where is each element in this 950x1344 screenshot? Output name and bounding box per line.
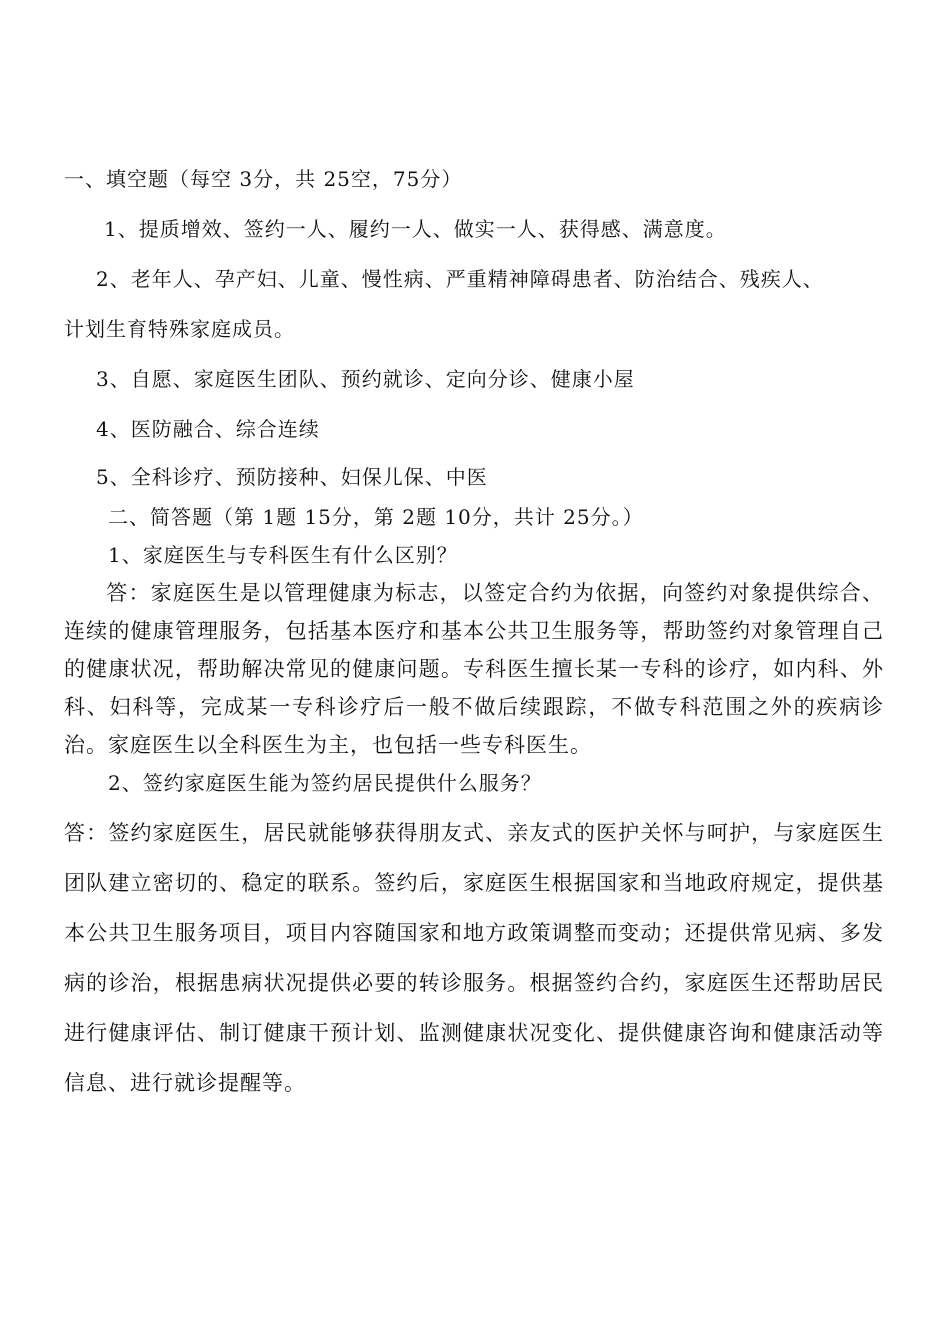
answer-1 [64,574,884,764]
fill-blank-answer-2-continued: 计划生育特殊家庭成员。 [64,317,295,341]
fill-blank-answer-3: 3、自愿、家庭医生团队、预约就诊、定向分诊、健康小屋 [96,367,635,391]
fill-blank-answer-1: 1、提质增效、签约一人、履约一人、做实一人、获得感、满意度。 [104,217,727,241]
fill-blank-answer-4: 4、医防融合、综合连续 [96,417,320,441]
question-2: 2、签约家庭医生能为签约居民提供什么服务？ [108,771,542,795]
question-1: 1、家庭医生与专科医生有什么区别？ [108,543,458,567]
fill-blank-answer-5: 5、全科诊疗、预防接种、妇保儿保、中医 [96,465,488,489]
fill-blank-answer-2: 2、老年人、孕产妇、儿童、慢性病、严重精神障碍患者、防治结合、残疾人、 [96,267,824,291]
answer-1-text: 答：家庭医生是以管理健康为标志，以签定合约为依据，向签约对象提供综合、连续的健康管理服务，包括基本医疗和基本公共卫生服务等，帮助签约对象管理自己的健康状况，帮助解决常见的健康问题。专科医生擅长某一专科的诊疗，如内科、外科、妇科等，完成某一专科诊疗后一般不做后续跟踪，不做专科范围之外的疾病诊治。家庭医生以全科医生为主，也包括一些专科医生。 [64,581,884,757]
answer-2: 答：签约家庭医生，居民就能够获得朋友式、亲友式的医护关怀与呵护，与家庭医生团队建立密切的、稳定的联系。签约后，家庭医生根据国家和当地政府规定，提供基本公共卫生服务项目，项目内容随国家和地方政策调整而变动；还提供常见病、多发病的诊治，根据患病状况提供必要的转诊服务。根据签约合约，家庭医生还帮助居民进行健康评估、制订健康干预计划、监测健康状况变化、提供健康咨询和健康活动等信息、进行就诊提醒等。 [64,821,884,1095]
section1-heading: 一、填空题（每空 3分，共 25空，75分） [64,167,463,191]
section2-heading: 二、简答题（第 1题 15分，第 2题 10分，共计 25分。） [108,505,644,529]
